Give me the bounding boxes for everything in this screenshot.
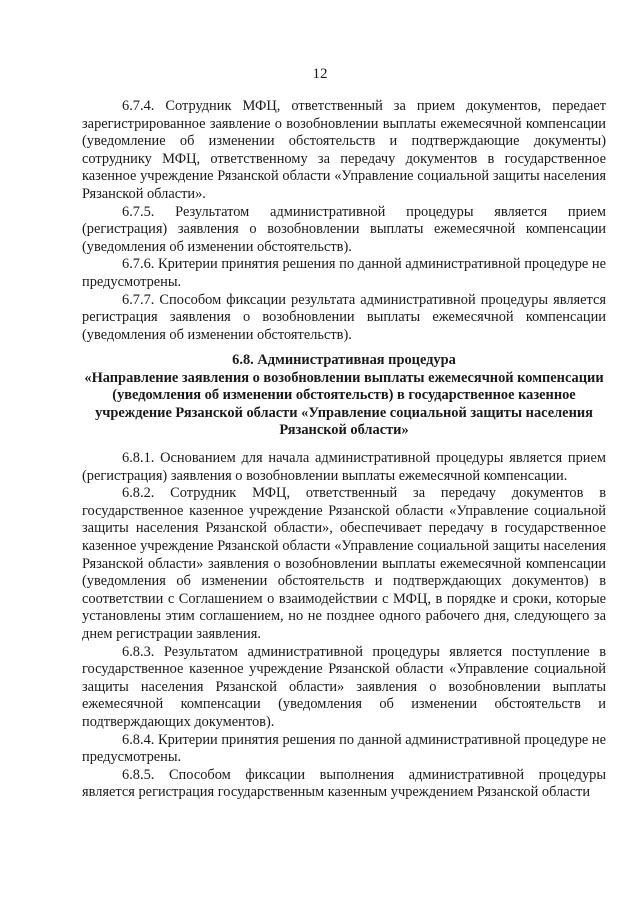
paragraph-6-7-6: 6.7.6. Критерии принятия решения по данной административной процедуре не предусмотрены. bbox=[82, 256, 606, 290]
page-number: 12 bbox=[312, 66, 328, 82]
procedure-6-8-block bbox=[82, 450, 606, 802]
section-heading-subtitle: «Направление заявления о возобновлении выплаты ежемесячной компенсации (уведомления об изменении обстоятельств) в государственное казенное учреждение Рязанской области «Управление социальной защиты населения Рязанской области» bbox=[84, 369, 604, 439]
paragraph-6-8-1: 6.8.1. Основанием для начала административной процедуры является прием (регистрация) заявления о возобновлении выплаты ежемесячной компенсации. bbox=[82, 450, 606, 484]
paragraph-6-8-5: 6.8.5. Способом фиксации выполнения административной процедуры является регистрация государственным казенным учреждением Рязанской области bbox=[82, 766, 606, 801]
paragraph-6-7-7: 6.7.7. Способом фиксации результата административной процедуры является регистрация заявления о возобновлении выплаты ежемесячной компенсации (уведомления об изменении обстоятельств). bbox=[82, 291, 606, 343]
procedure-6-7-block bbox=[82, 98, 606, 344]
paragraph-6-7-5: 6.7.5. Результатом административной процедуры является прием (регистрация) заявления о возобновлении выплаты ежемесячной компенсации (уведомления об изменении обстоятельств). bbox=[82, 203, 606, 255]
section-heading-6-8 bbox=[82, 352, 606, 440]
paragraph-6-8-2: 6.8.2. Сотрудник МФЦ, ответственный за передачу документов в государственное казенное учреждение Рязанской области «Управление социальной защиты населения Рязанской области», обеспечивает передачу в государственное казенное учреждение Рязанской области «Управление социальной защиты населения Рязанской области» заявления о возобновлении выплаты ежемесячной компенсации (уведомления об изменении обстоятельств и подтверждающих документов) в соответствии с Соглашением о взаимодействии с МФЦ, в порядке и сроки, которые установлены этим соглашением, но не позднее одного рабочего дня, следующего за днем регистрации заявления. bbox=[82, 485, 606, 642]
paragraph-6-7-4: 6.7.4. Сотрудник МФЦ, ответственный за прием документов, передает зарегистрированное заявление о возобновлении выплаты ежемесячной компенсации (уведомление об изменении обстоятельств и подтверждающие документы) сотруднику МФЦ, ответственному за передачу документов в государственное казенное учреждение Рязанской области «Управление социальной защиты населения Рязанской области». bbox=[82, 98, 606, 202]
paragraph-6-8-4: 6.8.4. Критерии принятия решения по данной административной процедуре не предусмотрены. bbox=[82, 731, 606, 766]
paragraph-6-8-3: 6.8.3. Результатом административной процедуры является поступление в государственное казенное учреждение Рязанской области «Управление социальной защиты населения Рязанской области» заявления о возобновлении выплаты ежемесячной компенсации (уведомления об изменении обстоятельств и подтверждающих документов). bbox=[82, 643, 606, 730]
section-heading-title: 6.8. Административная процедура bbox=[232, 352, 456, 368]
